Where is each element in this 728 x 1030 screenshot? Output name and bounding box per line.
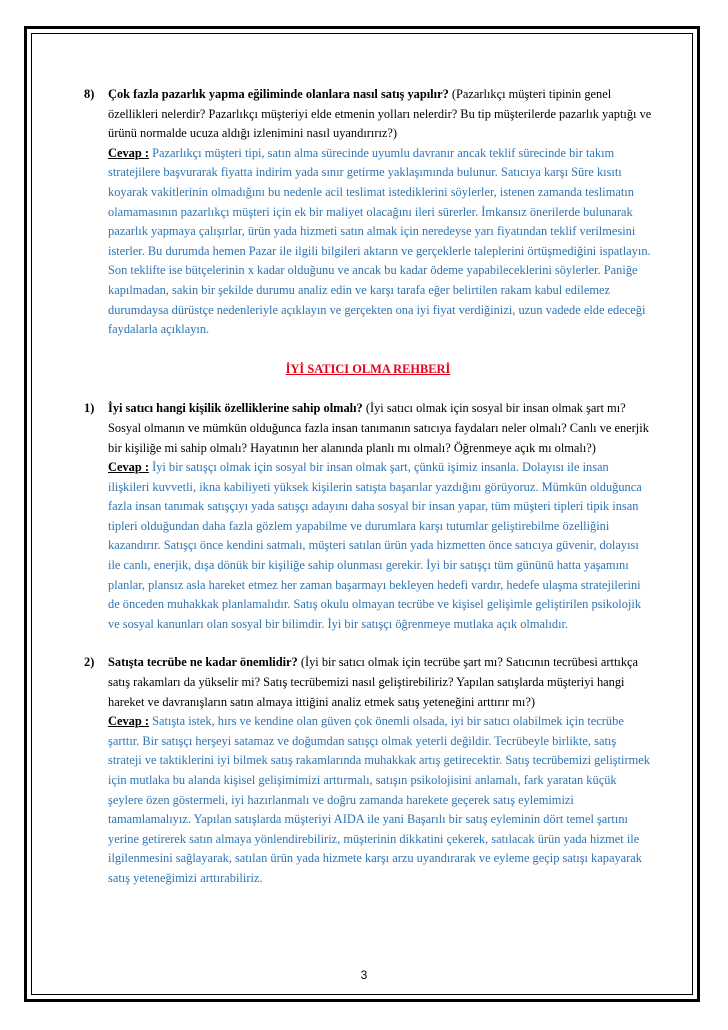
page-number: 3 [360, 968, 368, 982]
question-title: İyi satıcı hangi kişilik özelliklerine sahip olmalı? [108, 401, 363, 416]
question-title: Çok fazla pazarlık yapma eğiliminde olanlara nasıl satış yapılır? [108, 87, 449, 101]
question-text: (İyi satıcı olmak için sosyal bir insan olmak şart mı? Sosyal olmanın ve mümkün olduğunca fazla insan tanımanın satıcıya faydaları neler olmalı? Canlı ve enerjik bir kişiliğe mi sahip olmalı? Hayatının her alanında planlı mı olmalı? Öğrenmeye açık mı olmalı?) [108, 401, 649, 455]
answer-label: Cevap : [108, 460, 149, 475]
spacer [84, 634, 652, 653]
document-body [84, 85, 652, 889]
answer-label: Cevap : [108, 145, 149, 160]
answer-label: Cevap : [108, 714, 149, 729]
question-number: 1) [84, 401, 95, 416]
question-number: 8) [84, 87, 95, 101]
answer-text: Satışta istek, hırs ve kendine olan güven çok önemli olsada, iyi bir satıcı olabilmek için tecrübe şarttır. Bir satışçı herşeyi satamaz ve doğumdan satışçı olmak yeterli değildir. Tecrübeyle birlikte, satış strateji ve taktiklerini iyi bilmek satış rakamlarında muhakkak artış getirecektir. Satış tecrübemizi geliştirmek için mutlaka bu alanda kişisel gelişimimizi arttırmalı, satışın psikolojisini anlamalı, fark yaratan küçük şeylere özen göstermeli, iyi hazırlanmalı ve doğru zamanda harekete geçerek satış eylemimizi tamamlamalıyız. Yapılan satışlarda müşteriyi AIDA ile yani Başarılı bir satış eyleminin dört temel şartını yerine getirerek satın almaya yönlendirebiliriz, müşterinin dikkatini çekerek, satılacak ürün yada hizmet ile ilgilenmesini sağlayarak, satılan ürün yada hizmete karşı arzu uyandırarak ve eyleme geçip satışı kapayarak satış yeteneğimizi arttırabiliriz. [108, 714, 650, 885]
question-1 [84, 399, 652, 634]
question-title: Satışta tecrübe ne kadar önemlidir? [108, 655, 298, 670]
section-heading: İYİ SATICI OLMA REHBERİ [285, 361, 451, 376]
answer-text: Pazarlıkçı müşteri tipi, satın alma sürecinde uyumlu davranır ancak teklif sürecinde bir takım stratejilere başvurarak fiyatta indirim yada sınır getirme yaklaşımında bulunur. Satıcıya karşı Süre kısıtı koyarak vakitlerinin olmadığını bu nedenle acil teslimat istediklerini söylerler, istenen zamanda teslimatın olamamasının pazarlıkçı müşteri için ek bir maliyet olacağını ileri sürerler. İmkansız önerilerde bulunarak pazarlık yapmaya çalışırlar, ürün yada hizmeti satın almak için neredeyse yarı fiyatından teklif verilmesini isterler. Bu durumda hemen Pazar ile ilgili bilgileri aktarın ve gerçeklerle taleplerini örtüşmediğini ispatlayın. Son teklifte ise bütçelerinin x kadar olduğunu ve ancak bu kadar ödeme yapabileceklerini söylerler. Paniğe kapılmadan, sakin bir şekilde durumu analiz edin ve karşı tarafa eğer belirtilen rakam kabul edilemez durumdaysa dürüstçe nedenleriyle açıklayın ve gerçekten ona iyi fiyat verdiğinizi, uzun vadede elde edeceği faydalarla açıklayın. [108, 145, 651, 337]
question-number: 2) [84, 655, 95, 670]
question-text: (Pazarlıkçı müşteri tipinin genel özellikleri nelerdir? Pazarlıkçı müşteriyi elde etmenin yolları nelerdir? Bu tip müşterilerde pazarlık yaptığı ve ürünü normalde ucuza aldığı izlenimini nasıl uyandırırız?) [108, 87, 652, 141]
question-8 [84, 85, 652, 340]
question-text: (İyi bir satıcı olmak için tecrübe şart mı? Satıcının tecrübesi arttıkça satış rakamları da yükselir mi? Satış tecrübemizi nasıl geliştirebiliriz? Yapılan satışlarda müşteriyi hangi hareket ve davranışların satın almaya ittiğini analiz etmek satış yeteneğini arttırır mı?) [108, 655, 639, 709]
question-2 [84, 653, 652, 888]
answer-text: İyi bir satışçı olmak için sosyal bir insan olmak şart, çünkü işimiz insanla. Dolayısı ile insan ilişkileri kuvvetli, ikna kabiliyeti yüksek kişilerin satışta başarılar yazdığını görüyoruz. Mümkün olduğunca fazla insan tanımak satışçıyı yada satışçı adayını daha sosyal bir insan yapar, tüm müşteri tipleri tipik insan tipleri olduğundan daha fazla gözlem yapabilme ve durumlara karşı tutumlar geliştirebilme özelliğini kazandırır. Satışçı önce kendini satmalı, müşteri satılan ürün yada hizmetten önce satıcıya güvenir, dolayısı ile canlı, enerjik, dışa dönük bir kişiliğe sahip olunması gerekir. İyi bir satışçı tüm gününü hatta yaşamını planlar, plansız asla hareket etmez her zaman başarmayı bekleyen hedefi vardır, hedefe ulaşma stratejilerini de önceden muhakkak planlamalıdır. Satış okulu olmayan tecrübe ve kişisel gelişimle geliştirilen psikolojik ve sosyal kanunları olan sosyal bir bilimdir. İyi bir satışçı öğrenmeye mutlaka açık olmalıdır. [108, 460, 642, 631]
